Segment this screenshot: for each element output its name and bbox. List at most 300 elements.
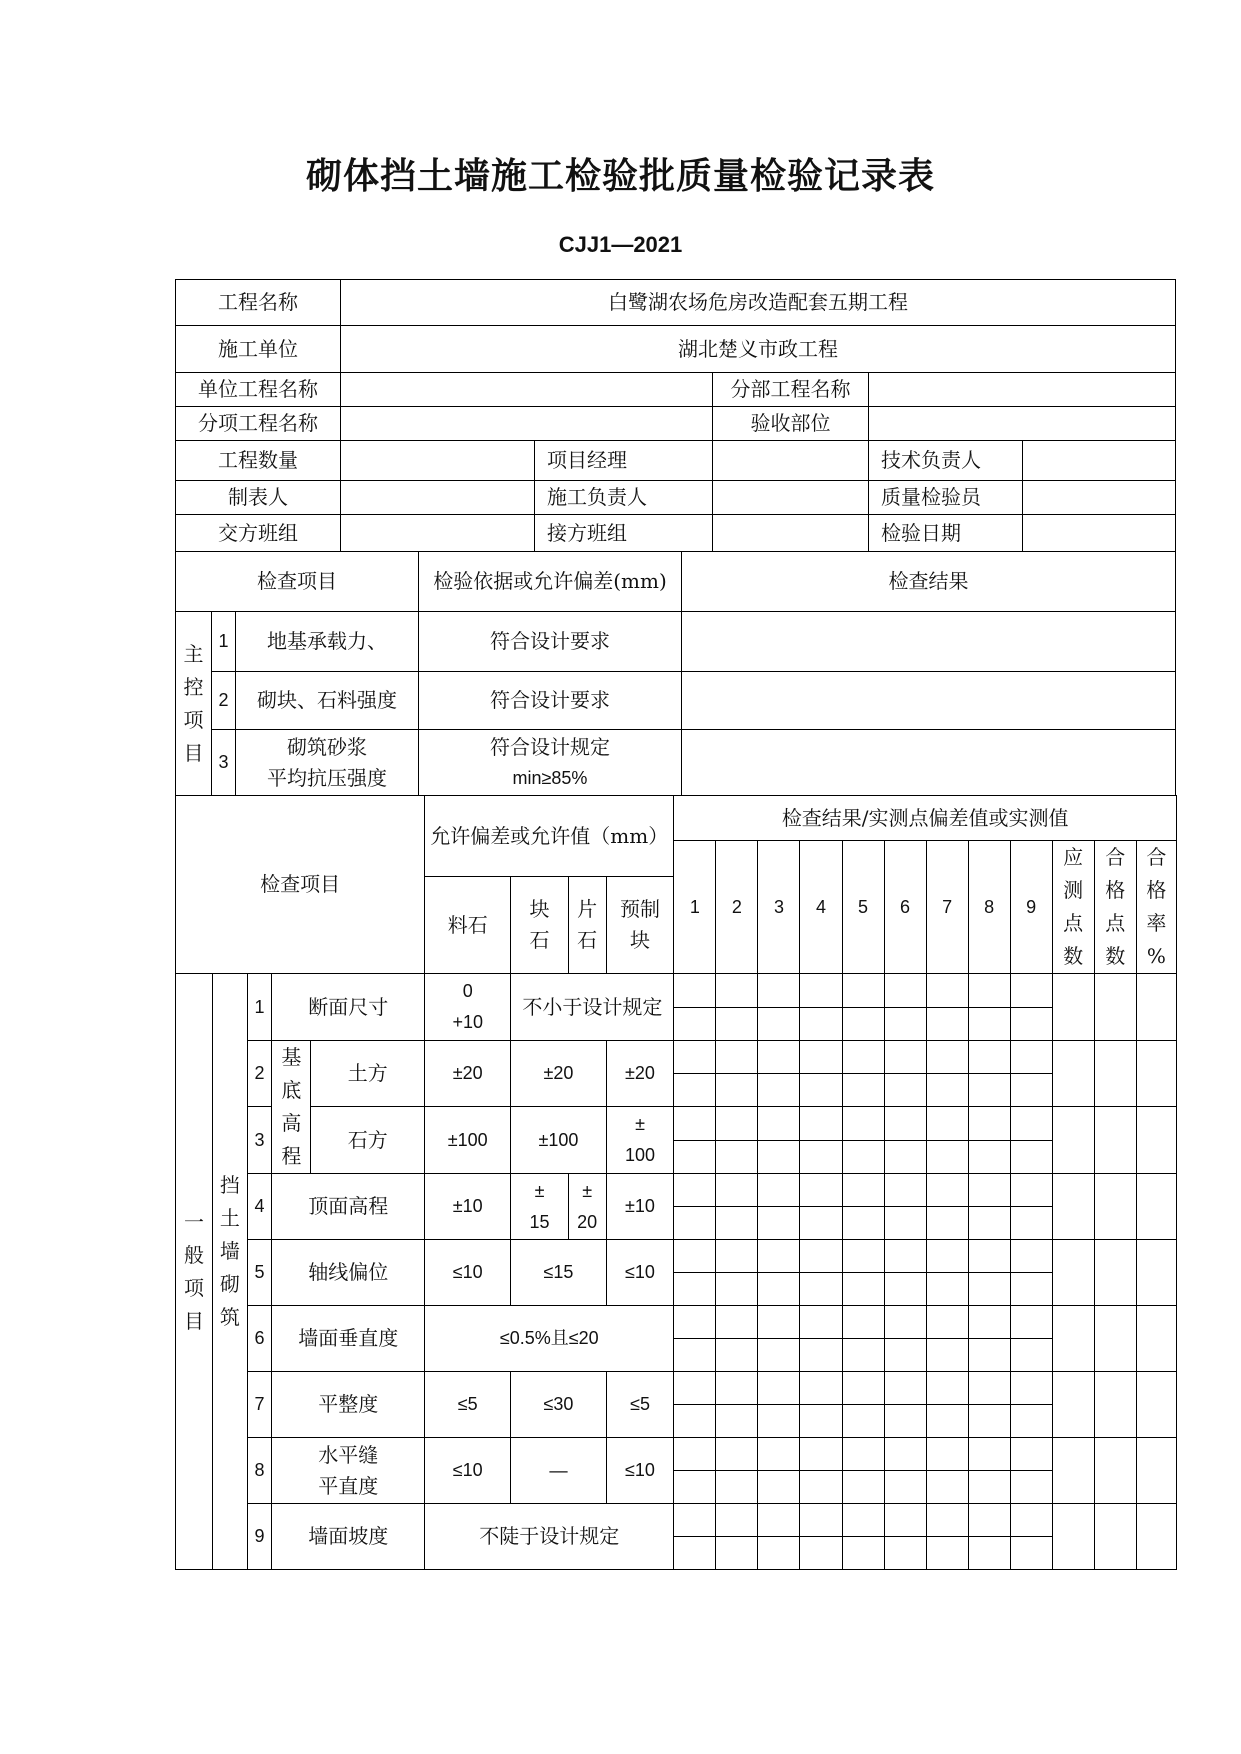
division-project-field[interactable]: [869, 373, 1176, 407]
sub-item-field[interactable]: [341, 407, 713, 441]
point-cell[interactable]: [968, 1471, 1010, 1504]
gi-row-v3: ≤10: [606, 1438, 674, 1504]
point-cell[interactable]: [716, 1471, 758, 1504]
mc-row-basis: 符合设计要求: [419, 612, 682, 672]
group-char: 土: [219, 1206, 240, 1230]
point-cell[interactable]: [800, 1240, 842, 1273]
mc-row-item: 地基承载力、: [236, 612, 419, 672]
point-cell[interactable]: [758, 974, 800, 1008]
mc-row-result[interactable]: [682, 730, 1176, 796]
point-cell[interactable]: [758, 1174, 800, 1207]
point-cell[interactable]: [800, 1438, 842, 1471]
point-cell[interactable]: [800, 1339, 842, 1372]
point-cell[interactable]: [842, 1471, 884, 1504]
point-cell[interactable]: [884, 1471, 926, 1504]
point-cell[interactable]: [1010, 1207, 1052, 1240]
point-cell[interactable]: [884, 1504, 926, 1537]
point-cell[interactable]: [842, 1306, 884, 1339]
gi-row-v1: ≤10: [425, 1240, 511, 1306]
gi-subgroup-label: [212, 974, 247, 1570]
point-cell[interactable]: [1010, 1008, 1052, 1041]
point-cell[interactable]: [674, 1107, 716, 1141]
point-cell[interactable]: [674, 1141, 716, 1174]
point-cell[interactable]: [926, 1207, 968, 1240]
point-cell[interactable]: [1010, 974, 1052, 1008]
point-cell[interactable]: [884, 1306, 926, 1339]
pass-points-cell[interactable]: [1094, 1504, 1136, 1570]
mc-basis-line: 符合设计规定: [490, 734, 610, 759]
group-char: 般: [183, 1242, 204, 1267]
point-cell[interactable]: [674, 1207, 716, 1240]
pass-points-cell[interactable]: [1094, 1240, 1136, 1306]
point-cell[interactable]: [674, 1041, 716, 1074]
point-cell[interactable]: [1010, 1306, 1052, 1339]
gi-row-no: 8: [247, 1438, 272, 1504]
pass-rate-cell[interactable]: [1136, 1174, 1176, 1240]
gi-row-v2: —: [511, 1438, 606, 1504]
mc-row-item: 砌块、石料强度: [236, 672, 419, 730]
point-cell[interactable]: [968, 1240, 1010, 1273]
value-line: ±: [635, 1114, 645, 1134]
point-cell[interactable]: [758, 1107, 800, 1141]
point-cell[interactable]: [758, 1504, 800, 1537]
point-cell[interactable]: [800, 1141, 842, 1174]
point-cell[interactable]: [926, 1438, 968, 1471]
should-cell[interactable]: [1052, 1504, 1094, 1570]
sub-item-label: 分项工程名称: [176, 407, 341, 441]
point-cell[interactable]: [800, 1273, 842, 1306]
point-cell[interactable]: [884, 1207, 926, 1240]
point-cell[interactable]: [968, 1405, 1010, 1438]
point-cell[interactable]: [716, 1174, 758, 1207]
gi-row-no: 9: [247, 1504, 272, 1570]
point-cell[interactable]: [842, 1504, 884, 1537]
point-cell[interactable]: [968, 1537, 1010, 1570]
point-cell[interactable]: [842, 1107, 884, 1141]
header-char: 合: [1105, 845, 1126, 869]
pass-points-cell[interactable]: [1094, 1041, 1136, 1107]
point-cell[interactable]: [716, 1306, 758, 1339]
gi-row-item: [272, 1438, 425, 1504]
unit-project-label: 单位工程名称: [176, 373, 341, 407]
point-cell[interactable]: [842, 1537, 884, 1570]
point-cell[interactable]: [968, 1074, 1010, 1107]
pass-rate-cell[interactable]: [1136, 1306, 1176, 1372]
mc-basis-line: min≥85%: [512, 767, 588, 788]
header-char: 石: [529, 928, 550, 953]
point-cell[interactable]: [842, 1207, 884, 1240]
point-cell[interactable]: [758, 1339, 800, 1372]
header-char: 应: [1063, 845, 1084, 869]
preparer-label: 制表人: [176, 481, 341, 515]
header-char: 数: [1063, 944, 1084, 968]
point-cell[interactable]: [1010, 1141, 1052, 1174]
point-cell[interactable]: [758, 1471, 800, 1504]
point-cell[interactable]: [884, 1141, 926, 1174]
point-cell[interactable]: [884, 1240, 926, 1273]
point-cell[interactable]: [800, 1174, 842, 1207]
mc-group-char: 控: [183, 674, 204, 699]
pass-rate-cell[interactable]: [1136, 974, 1176, 1041]
point-cell[interactable]: [926, 1107, 968, 1141]
point-cell[interactable]: [758, 1306, 800, 1339]
point-cell[interactable]: [968, 974, 1010, 1008]
point-cell[interactable]: [758, 1141, 800, 1174]
point-cell[interactable]: [1010, 1273, 1052, 1306]
point-cell[interactable]: [674, 1008, 716, 1041]
point-cell[interactable]: [842, 1174, 884, 1207]
point-cell[interactable]: [842, 1273, 884, 1306]
should-cell[interactable]: [1052, 974, 1094, 1041]
point-cell[interactable]: [716, 1537, 758, 1570]
point-cell[interactable]: [716, 1141, 758, 1174]
point-cell[interactable]: [926, 974, 968, 1008]
point-cell[interactable]: [968, 1273, 1010, 1306]
point-cell[interactable]: [800, 1471, 842, 1504]
construction-lead-label: 施工负责人: [535, 481, 713, 515]
point-cell[interactable]: [716, 1107, 758, 1141]
point-cell[interactable]: [758, 1074, 800, 1107]
point-cell[interactable]: [800, 1074, 842, 1107]
pass-points-cell[interactable]: [1094, 1107, 1136, 1174]
pass-rate-cell[interactable]: [1136, 1372, 1176, 1438]
value-line: 100: [624, 1145, 656, 1165]
point-cell[interactable]: [716, 1405, 758, 1438]
point-cell[interactable]: [926, 1372, 968, 1405]
point-cell[interactable]: [1010, 1405, 1052, 1438]
receiver-team-field[interactable]: [713, 515, 869, 552]
header-char: 块: [630, 928, 650, 953]
point-number: 5: [842, 841, 884, 974]
point-cell[interactable]: [800, 1504, 842, 1537]
point-cell[interactable]: [674, 1372, 716, 1405]
pass-rate-cell[interactable]: [1136, 1438, 1176, 1504]
pass-points-cell[interactable]: [1094, 974, 1136, 1041]
gi-row-v1: 不陡于设计规定: [425, 1504, 674, 1570]
point-cell[interactable]: [674, 1273, 716, 1306]
point-cell[interactable]: [716, 1339, 758, 1372]
point-cell[interactable]: [842, 1008, 884, 1041]
receiver-team-label: 接方班组: [535, 515, 713, 552]
pass-rate-cell[interactable]: [1136, 1240, 1176, 1306]
point-cell[interactable]: [926, 1405, 968, 1438]
col-pass-points: [1094, 841, 1136, 974]
base-char: 底: [281, 1078, 302, 1102]
point-cell[interactable]: [758, 1405, 800, 1438]
division-project-label: 分部工程名称: [713, 373, 869, 407]
preparer-field[interactable]: [341, 481, 535, 515]
project-name-value[interactable]: 白鹭湖农场危房改造配套五期工程: [341, 280, 1176, 326]
point-cell[interactable]: [674, 1339, 716, 1372]
point-cell[interactable]: [1010, 1471, 1052, 1504]
point-cell[interactable]: [758, 1240, 800, 1273]
point-cell[interactable]: [884, 1339, 926, 1372]
point-cell[interactable]: [926, 1306, 968, 1339]
point-cell[interactable]: [716, 1074, 758, 1107]
gi-row-v2: ±20: [511, 1041, 606, 1107]
point-cell[interactable]: [1010, 1537, 1052, 1570]
point-cell[interactable]: [758, 1041, 800, 1074]
pm-label: 项目经理: [535, 441, 713, 481]
mc-row-item: [236, 730, 419, 796]
item-line: 水平缝: [318, 1442, 379, 1467]
mc-row-result[interactable]: [682, 672, 1176, 730]
mc-group-char: 项: [183, 707, 204, 732]
mc-header-basis: 检验依据或允许偏差(mm): [419, 552, 682, 612]
construction-lead-field[interactable]: [713, 481, 869, 515]
acceptance-part-label: 验收部位: [713, 407, 869, 441]
tech-lead-field[interactable]: [1023, 441, 1176, 481]
should-cell[interactable]: [1052, 1240, 1094, 1306]
gi-row-v3: [606, 1107, 674, 1174]
point-cell[interactable]: [800, 974, 842, 1008]
point-cell[interactable]: [1010, 1504, 1052, 1537]
handover-team-label: 交方班组: [176, 515, 341, 552]
point-cell[interactable]: [1010, 1074, 1052, 1107]
gi-row-no: 2: [247, 1041, 272, 1107]
header-char: 点: [1063, 911, 1084, 935]
header-char: %: [1146, 944, 1166, 968]
point-cell[interactable]: [884, 1405, 926, 1438]
handover-team-field[interactable]: [341, 515, 535, 552]
header-char: 石: [577, 928, 598, 953]
point-cell[interactable]: [716, 1372, 758, 1405]
point-cell[interactable]: [758, 1537, 800, 1570]
point-cell[interactable]: [926, 1041, 968, 1074]
point-cell[interactable]: [842, 1405, 884, 1438]
gi-row-item: 平整度: [272, 1372, 425, 1438]
point-number: 6: [884, 841, 926, 974]
gi-row-item: 断面尺寸: [272, 974, 425, 1041]
point-cell[interactable]: [716, 1008, 758, 1041]
point-cell[interactable]: [674, 1240, 716, 1273]
point-number: 1: [674, 841, 716, 974]
point-cell[interactable]: [842, 1074, 884, 1107]
pass-rate-cell[interactable]: [1136, 1107, 1176, 1174]
point-cell[interactable]: [800, 1306, 842, 1339]
pass-points-cell[interactable]: [1094, 1306, 1136, 1372]
inspection-date-field[interactable]: [1023, 515, 1176, 552]
point-cell[interactable]: [926, 1339, 968, 1372]
point-cell[interactable]: [926, 1273, 968, 1306]
col-should-measure: [1052, 841, 1094, 974]
point-cell[interactable]: [884, 1537, 926, 1570]
point-cell[interactable]: [716, 1207, 758, 1240]
group-char: 墙: [219, 1239, 240, 1263]
point-cell[interactable]: [716, 1504, 758, 1537]
point-cell[interactable]: [800, 1041, 842, 1074]
point-cell[interactable]: [884, 1041, 926, 1074]
point-cell[interactable]: [674, 974, 716, 1008]
point-cell[interactable]: [884, 1273, 926, 1306]
point-cell[interactable]: [968, 1174, 1010, 1207]
point-cell[interactable]: [968, 1041, 1010, 1074]
point-cell[interactable]: [1010, 1438, 1052, 1471]
point-cell[interactable]: [968, 1372, 1010, 1405]
point-cell[interactable]: [842, 1041, 884, 1074]
mc-row-result[interactable]: [682, 612, 1176, 672]
mc-header-item: 检查项目: [176, 552, 419, 612]
should-cell[interactable]: [1052, 1107, 1094, 1174]
point-cell[interactable]: [842, 1339, 884, 1372]
should-cell[interactable]: [1052, 1174, 1094, 1240]
point-cell[interactable]: [926, 1141, 968, 1174]
point-cell[interactable]: [716, 1041, 758, 1074]
header-char: 格: [1105, 878, 1126, 902]
point-cell[interactable]: [800, 1372, 842, 1405]
pm-field[interactable]: [713, 441, 869, 481]
gi-row-item: 顶面高程: [272, 1174, 425, 1240]
point-cell[interactable]: [1010, 1240, 1052, 1273]
point-cell[interactable]: [758, 1008, 800, 1041]
project-name-label: 工程名称: [176, 280, 341, 326]
acceptance-part-field[interactable]: [869, 407, 1176, 441]
point-cell[interactable]: [926, 1471, 968, 1504]
should-cell[interactable]: [1052, 1041, 1094, 1107]
point-cell[interactable]: [926, 1240, 968, 1273]
point-cell[interactable]: [716, 974, 758, 1008]
point-cell[interactable]: [674, 1537, 716, 1570]
point-cell[interactable]: [842, 974, 884, 1008]
gi-row-v1: [425, 974, 511, 1041]
gi-header-item: 检查项目: [176, 796, 425, 974]
gi-row-v2: [511, 1174, 568, 1240]
gi-row-v3: ≤5: [606, 1372, 674, 1438]
mc-group-char: 主: [183, 641, 204, 666]
gi-header-results: 检查结果/实测点偏差值或实测值: [674, 796, 1177, 841]
gi-row-item: 墙面坡度: [272, 1504, 425, 1570]
mc-group-char: 目: [183, 740, 204, 765]
point-cell[interactable]: [884, 1174, 926, 1207]
point-cell[interactable]: [884, 974, 926, 1008]
point-cell[interactable]: [674, 1306, 716, 1339]
point-cell[interactable]: [674, 1504, 716, 1537]
should-cell[interactable]: [1052, 1438, 1094, 1504]
point-cell[interactable]: [800, 1207, 842, 1240]
point-cell[interactable]: [758, 1207, 800, 1240]
gi-row-v2: ≤30: [511, 1372, 606, 1438]
group-char: 筑: [219, 1305, 240, 1329]
point-cell[interactable]: [674, 1074, 716, 1107]
point-cell[interactable]: [674, 1438, 716, 1471]
point-cell[interactable]: [716, 1273, 758, 1306]
point-cell[interactable]: [716, 1240, 758, 1273]
point-cell[interactable]: [926, 1537, 968, 1570]
gi-row-item: 石方: [311, 1107, 425, 1174]
point-cell[interactable]: [926, 1008, 968, 1041]
point-cell[interactable]: [674, 1405, 716, 1438]
general-items-table: [175, 795, 1177, 1570]
point-cell[interactable]: [1010, 1339, 1052, 1372]
point-number: 4: [800, 841, 842, 974]
point-cell[interactable]: [674, 1174, 716, 1207]
point-cell[interactable]: [926, 1504, 968, 1537]
pass-rate-cell[interactable]: [1136, 1504, 1176, 1570]
point-cell[interactable]: [800, 1405, 842, 1438]
item-line: 平直度: [318, 1473, 379, 1498]
point-cell[interactable]: [1010, 1372, 1052, 1405]
unit-project-field[interactable]: [341, 373, 713, 407]
quantity-field[interactable]: [341, 441, 535, 481]
base-elevation-label: [272, 1041, 311, 1174]
point-cell[interactable]: [884, 1438, 926, 1471]
point-cell[interactable]: [800, 1537, 842, 1570]
construction-unit-label: 施工单位: [176, 326, 341, 373]
main-control-table: [175, 551, 1176, 796]
point-cell[interactable]: [968, 1339, 1010, 1372]
point-cell[interactable]: [968, 1306, 1010, 1339]
point-cell[interactable]: [926, 1174, 968, 1207]
mc-item-line: 平均抗压强度: [267, 765, 387, 790]
point-cell[interactable]: [674, 1471, 716, 1504]
pass-points-cell[interactable]: [1094, 1174, 1136, 1240]
point-cell[interactable]: [800, 1008, 842, 1041]
value-line: ±: [534, 1180, 545, 1201]
pass-points-cell[interactable]: [1094, 1438, 1136, 1504]
header-char: 点: [1105, 911, 1126, 935]
point-cell[interactable]: [968, 1438, 1010, 1471]
info-table: [175, 279, 1176, 552]
point-cell[interactable]: [842, 1141, 884, 1174]
point-cell[interactable]: [842, 1372, 884, 1405]
quantity-label: 工程数量: [176, 441, 341, 481]
inspection-date-label: 检验日期: [869, 515, 1023, 552]
header-char: 合: [1146, 845, 1167, 869]
point-cell[interactable]: [926, 1074, 968, 1107]
gi-row-v1: ≤0.5%且≤20: [425, 1306, 674, 1372]
col-dressed-stone: 料石: [425, 877, 511, 974]
header-char: 率: [1146, 911, 1167, 935]
point-cell[interactable]: [842, 1240, 884, 1273]
header-char: 测: [1063, 878, 1084, 902]
point-cell[interactable]: [968, 1107, 1010, 1141]
gi-row-v1: ≤5: [425, 1372, 511, 1438]
point-cell[interactable]: [1010, 1041, 1052, 1074]
pass-rate-cell[interactable]: [1136, 1041, 1176, 1107]
point-number: 8: [968, 841, 1010, 974]
inspector-field[interactable]: [1023, 481, 1176, 515]
point-cell[interactable]: [842, 1438, 884, 1471]
point-cell[interactable]: [884, 1372, 926, 1405]
pass-points-cell[interactable]: [1094, 1372, 1136, 1438]
point-cell[interactable]: [758, 1372, 800, 1405]
point-cell[interactable]: [716, 1438, 758, 1471]
point-cell[interactable]: [968, 1008, 1010, 1041]
gi-row-v4: ±10: [606, 1174, 674, 1240]
group-char: 目: [183, 1308, 204, 1333]
point-cell[interactable]: [968, 1141, 1010, 1174]
inspector-label: 质量检验员: [869, 481, 1023, 515]
point-cell[interactable]: [968, 1207, 1010, 1240]
point-cell[interactable]: [800, 1107, 842, 1141]
point-cell[interactable]: [758, 1273, 800, 1306]
point-cell[interactable]: [1010, 1107, 1052, 1141]
point-cell[interactable]: [758, 1438, 800, 1471]
header-char: 预制: [620, 897, 660, 922]
point-cell[interactable]: [968, 1504, 1010, 1537]
point-cell[interactable]: [1010, 1174, 1052, 1207]
should-cell[interactable]: [1052, 1306, 1094, 1372]
construction-unit-value[interactable]: 湖北楚义市政工程: [341, 326, 1176, 373]
point-cell[interactable]: [884, 1074, 926, 1107]
value-line: ±: [582, 1180, 593, 1201]
should-cell[interactable]: [1052, 1372, 1094, 1438]
point-cell[interactable]: [884, 1008, 926, 1041]
gi-row-item: 墙面垂直度: [272, 1306, 425, 1372]
point-cell[interactable]: [884, 1107, 926, 1141]
point-number: 9: [1010, 841, 1052, 974]
group-char: 一: [183, 1209, 204, 1234]
